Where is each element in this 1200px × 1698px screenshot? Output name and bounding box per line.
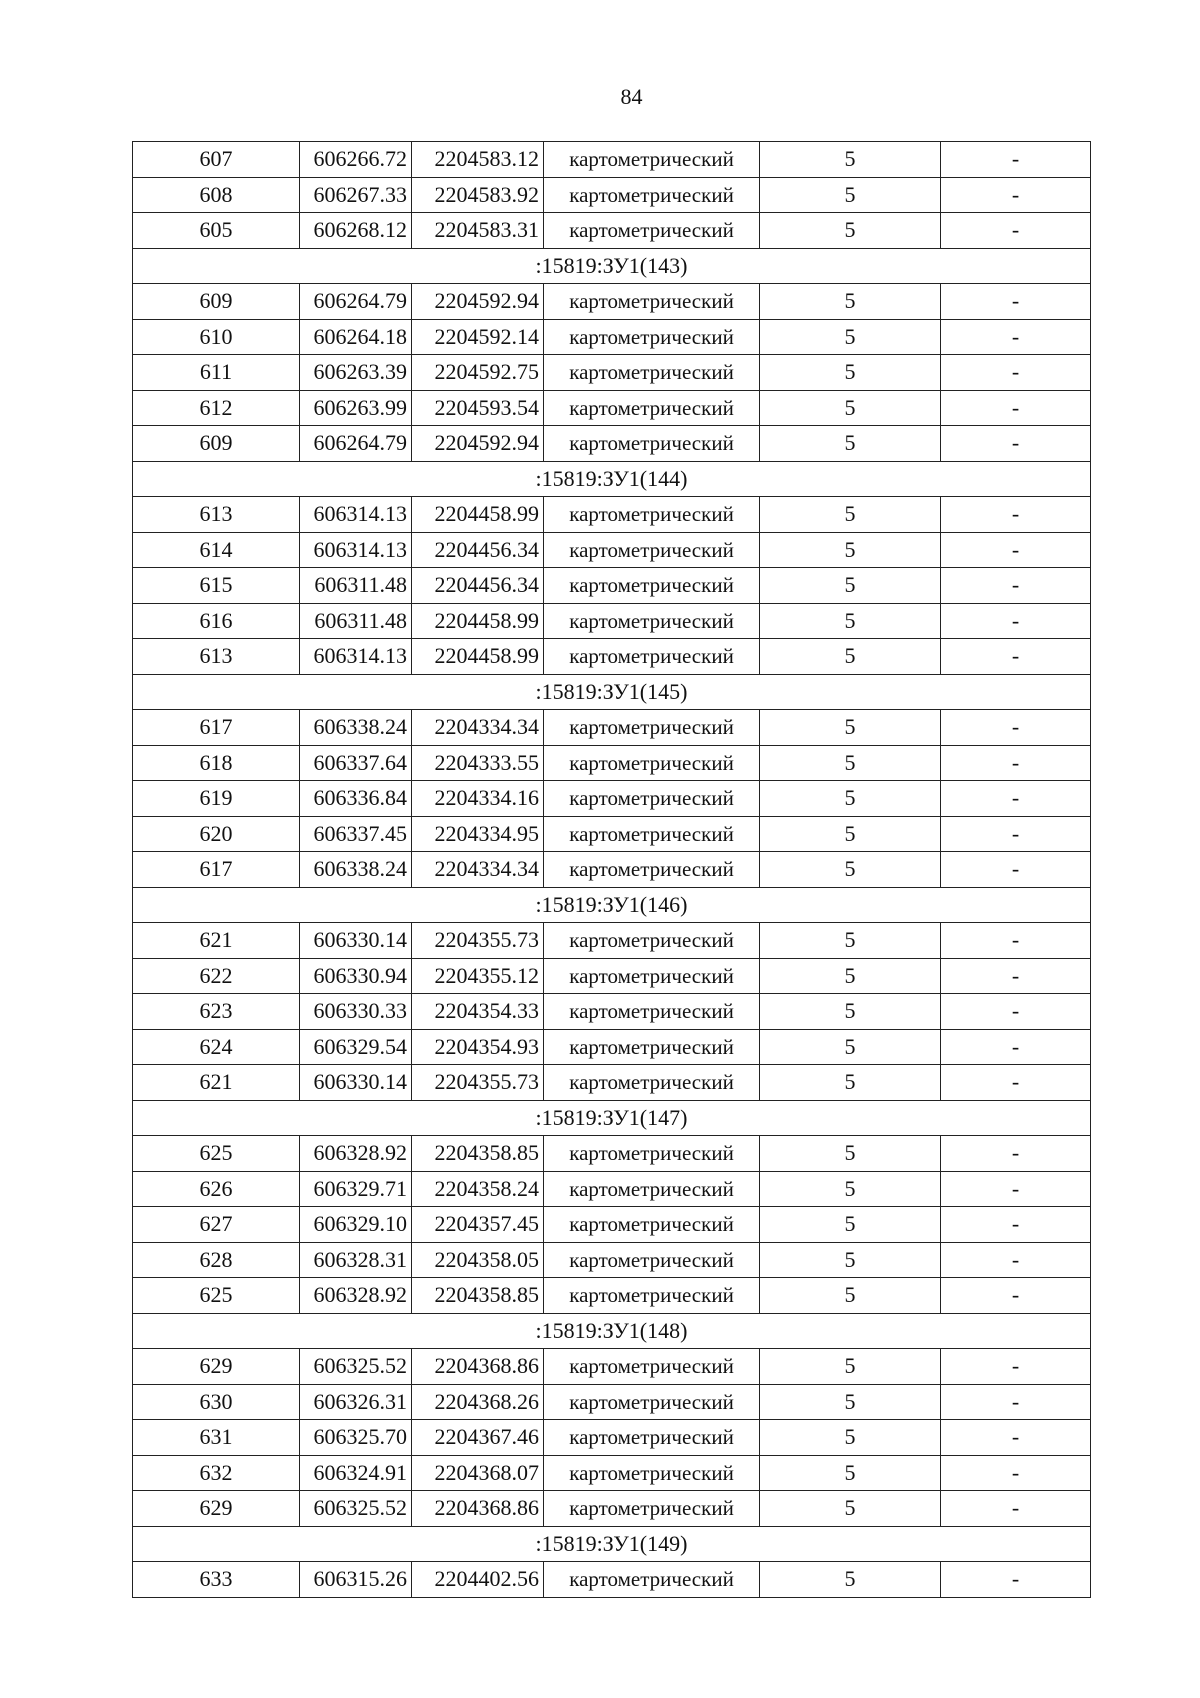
table-row	[133, 1278, 1091, 1314]
accuracy-cell: 5	[760, 142, 941, 178]
accuracy-cell: 5	[760, 1171, 941, 1207]
table-row	[133, 1349, 1091, 1385]
page-number: 84	[620, 84, 643, 109]
accuracy-cell: 5	[760, 1455, 941, 1491]
note-cell: -	[941, 745, 1091, 781]
table-row	[133, 532, 1091, 568]
point-number-cell: 621	[133, 923, 300, 959]
note-cell: -	[941, 497, 1091, 533]
y-coordinate-cell: 2204334.34	[412, 852, 544, 888]
point-number-cell: 632	[133, 1455, 300, 1491]
note-cell: -	[941, 781, 1091, 817]
method-cell: картометрический	[544, 781, 760, 817]
y-coordinate-cell: 2204583.12	[412, 142, 544, 178]
parcel-label: :15819:ЗУ1(148)	[133, 1313, 1091, 1349]
table-row	[133, 816, 1091, 852]
accuracy-cell: 5	[760, 497, 941, 533]
point-number-cell: 605	[133, 213, 300, 249]
note-cell: -	[941, 710, 1091, 746]
table-row	[133, 1562, 1091, 1598]
table-row	[133, 923, 1091, 959]
note-cell: -	[941, 390, 1091, 426]
accuracy-cell: 5	[760, 390, 941, 426]
y-coordinate-cell: 2204583.31	[412, 213, 544, 249]
method-cell: картометрический	[544, 142, 760, 178]
y-coordinate-cell: 2204592.94	[412, 284, 544, 320]
method-cell: картометрический	[544, 958, 760, 994]
table-row	[133, 1420, 1091, 1456]
accuracy-cell: 5	[760, 710, 941, 746]
accuracy-cell: 5	[760, 816, 941, 852]
point-number-cell: 631	[133, 1420, 300, 1456]
y-coordinate-cell: 2204334.95	[412, 816, 544, 852]
y-coordinate-cell: 2204402.56	[412, 1562, 544, 1598]
point-number-cell: 623	[133, 994, 300, 1030]
table-row	[133, 1136, 1091, 1172]
x-coordinate-cell: 606325.70	[300, 1420, 412, 1456]
y-coordinate-cell: 2204334.34	[412, 710, 544, 746]
point-number-cell: 627	[133, 1207, 300, 1243]
note-cell: -	[941, 213, 1091, 249]
method-cell: картометрический	[544, 1562, 760, 1598]
parcel-label: :15819:ЗУ1(144)	[133, 461, 1091, 497]
method-cell: картометрический	[544, 1171, 760, 1207]
note-cell: -	[941, 1349, 1091, 1385]
method-cell: картометрический	[544, 1349, 760, 1385]
y-coordinate-cell: 2204368.86	[412, 1349, 544, 1385]
method-cell: картометрический	[544, 1065, 760, 1101]
section-header-row	[133, 674, 1091, 710]
method-cell: картометрический	[544, 319, 760, 355]
method-cell: картометрический	[544, 1420, 760, 1456]
accuracy-cell: 5	[760, 1384, 941, 1420]
x-coordinate-cell: 606325.52	[300, 1349, 412, 1385]
x-coordinate-cell: 606314.13	[300, 639, 412, 675]
point-number-cell: 628	[133, 1242, 300, 1278]
method-cell: картометрический	[544, 426, 760, 462]
note-cell: -	[941, 1065, 1091, 1101]
x-coordinate-cell: 606268.12	[300, 213, 412, 249]
y-coordinate-cell: 2204355.73	[412, 1065, 544, 1101]
table-row	[133, 213, 1091, 249]
table-row	[133, 142, 1091, 178]
point-number-cell: 611	[133, 355, 300, 391]
y-coordinate-cell: 2204592.75	[412, 355, 544, 391]
point-number-cell: 629	[133, 1491, 300, 1527]
x-coordinate-cell: 606263.99	[300, 390, 412, 426]
section-header-row	[133, 248, 1091, 284]
table-row	[133, 639, 1091, 675]
y-coordinate-cell: 2204367.46	[412, 1420, 544, 1456]
note-cell: -	[941, 852, 1091, 888]
point-number-cell: 626	[133, 1171, 300, 1207]
x-coordinate-cell: 606328.31	[300, 1242, 412, 1278]
table-row	[133, 994, 1091, 1030]
y-coordinate-cell: 2204593.54	[412, 390, 544, 426]
table-row	[133, 1491, 1091, 1527]
y-coordinate-cell: 2204355.73	[412, 923, 544, 959]
x-coordinate-cell: 606326.31	[300, 1384, 412, 1420]
accuracy-cell: 5	[760, 1278, 941, 1314]
y-coordinate-cell: 2204355.12	[412, 958, 544, 994]
accuracy-cell: 5	[760, 1242, 941, 1278]
method-cell: картометрический	[544, 568, 760, 604]
parcel-label: :15819:ЗУ1(149)	[133, 1526, 1091, 1562]
y-coordinate-cell: 2204368.86	[412, 1491, 544, 1527]
point-number-cell: 624	[133, 1029, 300, 1065]
parcel-label: :15819:ЗУ1(143)	[133, 248, 1091, 284]
method-cell: картометрический	[544, 1278, 760, 1314]
note-cell: -	[941, 1562, 1091, 1598]
accuracy-cell: 5	[760, 1420, 941, 1456]
method-cell: картометрический	[544, 1455, 760, 1491]
accuracy-cell: 5	[760, 603, 941, 639]
x-coordinate-cell: 606315.26	[300, 1562, 412, 1598]
y-coordinate-cell: 2204368.07	[412, 1455, 544, 1491]
method-cell: картометрический	[544, 1029, 760, 1065]
accuracy-cell: 5	[760, 1491, 941, 1527]
note-cell: -	[941, 1171, 1091, 1207]
point-number-cell: 614	[133, 532, 300, 568]
note-cell: -	[941, 603, 1091, 639]
point-number-cell: 613	[133, 639, 300, 675]
note-cell: -	[941, 639, 1091, 675]
point-number-cell: 617	[133, 852, 300, 888]
table-row	[133, 958, 1091, 994]
table-row	[133, 426, 1091, 462]
accuracy-cell: 5	[760, 639, 941, 675]
accuracy-cell: 5	[760, 994, 941, 1030]
point-number-cell: 608	[133, 177, 300, 213]
x-coordinate-cell: 606314.13	[300, 497, 412, 533]
accuracy-cell: 5	[760, 568, 941, 604]
accuracy-cell: 5	[760, 1136, 941, 1172]
note-cell: -	[941, 1207, 1091, 1243]
y-coordinate-cell: 2204368.26	[412, 1384, 544, 1420]
accuracy-cell: 5	[760, 532, 941, 568]
point-number-cell: 622	[133, 958, 300, 994]
accuracy-cell: 5	[760, 852, 941, 888]
coordinates-table-body	[133, 142, 1091, 1598]
table-row	[133, 852, 1091, 888]
y-coordinate-cell: 2204456.34	[412, 568, 544, 604]
table-row	[133, 1065, 1091, 1101]
point-number-cell: 613	[133, 497, 300, 533]
note-cell: -	[941, 1242, 1091, 1278]
accuracy-cell: 5	[760, 1065, 941, 1101]
x-coordinate-cell: 606264.79	[300, 426, 412, 462]
table-row	[133, 1242, 1091, 1278]
section-header-row	[133, 1526, 1091, 1562]
table-row	[133, 781, 1091, 817]
coordinates-table	[132, 141, 1091, 1598]
point-number-cell: 609	[133, 284, 300, 320]
note-cell: -	[941, 1420, 1091, 1456]
x-coordinate-cell: 606330.14	[300, 923, 412, 959]
table-row	[133, 603, 1091, 639]
y-coordinate-cell: 2204358.05	[412, 1242, 544, 1278]
section-header-row	[133, 887, 1091, 923]
point-number-cell: 621	[133, 1065, 300, 1101]
point-number-cell: 629	[133, 1349, 300, 1385]
note-cell: -	[941, 923, 1091, 959]
point-number-cell: 609	[133, 426, 300, 462]
accuracy-cell: 5	[760, 426, 941, 462]
x-coordinate-cell: 606336.84	[300, 781, 412, 817]
point-number-cell: 610	[133, 319, 300, 355]
accuracy-cell: 5	[760, 355, 941, 391]
method-cell: картометрический	[544, 852, 760, 888]
method-cell: картометрический	[544, 1207, 760, 1243]
x-coordinate-cell: 606338.24	[300, 852, 412, 888]
accuracy-cell: 5	[760, 284, 941, 320]
note-cell: -	[941, 1029, 1091, 1065]
x-coordinate-cell: 606264.79	[300, 284, 412, 320]
note-cell: -	[941, 1136, 1091, 1172]
method-cell: картометрический	[544, 1384, 760, 1420]
y-coordinate-cell: 2204583.92	[412, 177, 544, 213]
x-coordinate-cell: 606330.14	[300, 1065, 412, 1101]
accuracy-cell: 5	[760, 958, 941, 994]
y-coordinate-cell: 2204592.14	[412, 319, 544, 355]
method-cell: картометрический	[544, 1491, 760, 1527]
y-coordinate-cell: 2204458.99	[412, 639, 544, 675]
point-number-cell: 625	[133, 1278, 300, 1314]
note-cell: -	[941, 532, 1091, 568]
note-cell: -	[941, 355, 1091, 391]
x-coordinate-cell: 606263.39	[300, 355, 412, 391]
note-cell: -	[941, 1491, 1091, 1527]
section-header-row	[133, 1100, 1091, 1136]
x-coordinate-cell: 606324.91	[300, 1455, 412, 1491]
accuracy-cell: 5	[760, 213, 941, 249]
x-coordinate-cell: 606264.18	[300, 319, 412, 355]
note-cell: -	[941, 284, 1091, 320]
table-row	[133, 1029, 1091, 1065]
point-number-cell: 607	[133, 142, 300, 178]
x-coordinate-cell: 606329.71	[300, 1171, 412, 1207]
note-cell: -	[941, 958, 1091, 994]
point-number-cell: 633	[133, 1562, 300, 1598]
table-row	[133, 319, 1091, 355]
x-coordinate-cell: 606311.48	[300, 603, 412, 639]
note-cell: -	[941, 142, 1091, 178]
point-number-cell: 620	[133, 816, 300, 852]
y-coordinate-cell: 2204458.99	[412, 603, 544, 639]
method-cell: картометрический	[544, 213, 760, 249]
point-number-cell: 619	[133, 781, 300, 817]
accuracy-cell: 5	[760, 1207, 941, 1243]
method-cell: картометрический	[544, 923, 760, 959]
method-cell: картометрический	[544, 816, 760, 852]
x-coordinate-cell: 606266.72	[300, 142, 412, 178]
method-cell: картометрический	[544, 284, 760, 320]
method-cell: картометрический	[544, 745, 760, 781]
note-cell: -	[941, 816, 1091, 852]
method-cell: картометрический	[544, 639, 760, 675]
section-header-row	[133, 1313, 1091, 1349]
y-coordinate-cell: 2204358.24	[412, 1171, 544, 1207]
note-cell: -	[941, 426, 1091, 462]
x-coordinate-cell: 606330.94	[300, 958, 412, 994]
method-cell: картометрический	[544, 710, 760, 746]
y-coordinate-cell: 2204458.99	[412, 497, 544, 533]
accuracy-cell: 5	[760, 781, 941, 817]
accuracy-cell: 5	[760, 745, 941, 781]
x-coordinate-cell: 606338.24	[300, 710, 412, 746]
y-coordinate-cell: 2204358.85	[412, 1136, 544, 1172]
y-coordinate-cell: 2204456.34	[412, 532, 544, 568]
table-row	[133, 1384, 1091, 1420]
y-coordinate-cell: 2204333.55	[412, 745, 544, 781]
note-cell: -	[941, 1455, 1091, 1491]
table-row	[133, 177, 1091, 213]
method-cell: картометрический	[544, 603, 760, 639]
point-number-cell: 615	[133, 568, 300, 604]
x-coordinate-cell: 606314.13	[300, 532, 412, 568]
table-row	[133, 355, 1091, 391]
section-header-row	[133, 461, 1091, 497]
y-coordinate-cell: 2204334.16	[412, 781, 544, 817]
accuracy-cell: 5	[760, 177, 941, 213]
y-coordinate-cell: 2204354.33	[412, 994, 544, 1030]
method-cell: картометрический	[544, 177, 760, 213]
table-row	[133, 497, 1091, 533]
table-row	[133, 745, 1091, 781]
accuracy-cell: 5	[760, 1029, 941, 1065]
table-row	[133, 284, 1091, 320]
y-coordinate-cell: 2204354.93	[412, 1029, 544, 1065]
table-row	[133, 568, 1091, 604]
point-number-cell: 616	[133, 603, 300, 639]
y-coordinate-cell: 2204358.85	[412, 1278, 544, 1314]
method-cell: картометрический	[544, 497, 760, 533]
x-coordinate-cell: 606325.52	[300, 1491, 412, 1527]
note-cell: -	[941, 319, 1091, 355]
point-number-cell: 612	[133, 390, 300, 426]
table-row	[133, 1207, 1091, 1243]
method-cell: картометрический	[544, 1242, 760, 1278]
parcel-label: :15819:ЗУ1(145)	[133, 674, 1091, 710]
method-cell: картометрический	[544, 1136, 760, 1172]
x-coordinate-cell: 606337.45	[300, 816, 412, 852]
note-cell: -	[941, 568, 1091, 604]
note-cell: -	[941, 994, 1091, 1030]
x-coordinate-cell: 606328.92	[300, 1278, 412, 1314]
point-number-cell: 630	[133, 1384, 300, 1420]
x-coordinate-cell: 606337.64	[300, 745, 412, 781]
point-number-cell: 625	[133, 1136, 300, 1172]
x-coordinate-cell: 606329.10	[300, 1207, 412, 1243]
method-cell: картометрический	[544, 994, 760, 1030]
point-number-cell: 617	[133, 710, 300, 746]
x-coordinate-cell: 606330.33	[300, 994, 412, 1030]
table-row	[133, 390, 1091, 426]
note-cell: -	[941, 1278, 1091, 1314]
table-row	[133, 1171, 1091, 1207]
method-cell: картометрический	[544, 390, 760, 426]
parcel-label: :15819:ЗУ1(147)	[133, 1100, 1091, 1136]
x-coordinate-cell: 606329.54	[300, 1029, 412, 1065]
y-coordinate-cell: 2204357.45	[412, 1207, 544, 1243]
method-cell: картометрический	[544, 355, 760, 391]
x-coordinate-cell: 606328.92	[300, 1136, 412, 1172]
x-coordinate-cell: 606267.33	[300, 177, 412, 213]
accuracy-cell: 5	[760, 319, 941, 355]
parcel-label: :15819:ЗУ1(146)	[133, 887, 1091, 923]
y-coordinate-cell: 2204592.94	[412, 426, 544, 462]
accuracy-cell: 5	[760, 1562, 941, 1598]
table-row	[133, 1455, 1091, 1491]
note-cell: -	[941, 1384, 1091, 1420]
accuracy-cell: 5	[760, 923, 941, 959]
note-cell: -	[941, 177, 1091, 213]
x-coordinate-cell: 606311.48	[300, 568, 412, 604]
method-cell: картометрический	[544, 532, 760, 568]
accuracy-cell: 5	[760, 1349, 941, 1385]
point-number-cell: 618	[133, 745, 300, 781]
table-row	[133, 710, 1091, 746]
